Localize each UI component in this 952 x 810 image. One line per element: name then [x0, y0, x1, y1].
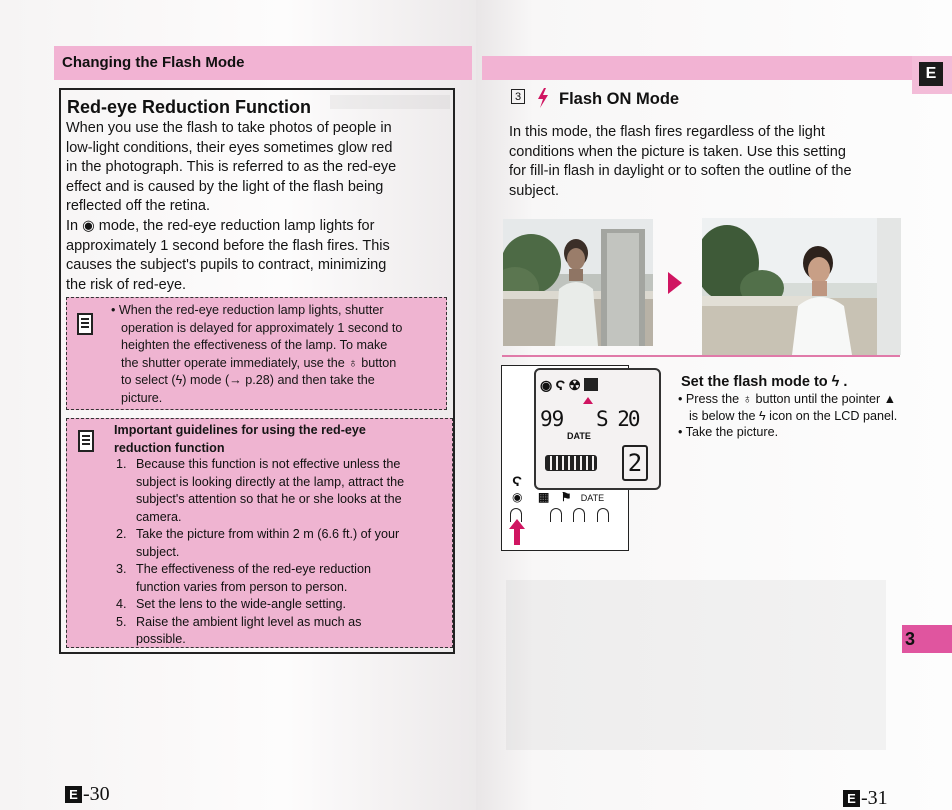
- list-item: [116, 614, 446, 649]
- item-line: subject is looking directly at the lamp, attract the: [136, 474, 405, 489]
- box-title: Red-eye Reduction Function: [67, 97, 312, 117]
- set-flash-heading: Set the flash mode to ϟ .: [681, 374, 848, 390]
- landscape-icon: [584, 378, 598, 391]
- red-eye-mark-icon: ◉: [512, 490, 523, 504]
- bottom-icons-row: [538, 490, 604, 504]
- note-title-line: Important guidelines for using the red-eye: [114, 423, 366, 437]
- flag-icon: ⚑: [560, 490, 572, 504]
- mode-title: Flash ON Mode: [559, 90, 680, 108]
- language-tab: E: [919, 62, 943, 86]
- section-divider: [502, 355, 900, 357]
- item-number: 3.: [116, 562, 127, 576]
- self-timer-icon: ▦: [538, 490, 550, 504]
- list-item: [116, 456, 446, 526]
- step-item: • Press the ♁ button until the pointer ▲ is below the ϟ icon on the LCD panel.: [678, 392, 898, 423]
- paragraph-line: When you use the flash to take photos of people in: [66, 120, 392, 136]
- paragraph-line: low-light conditions, their eyes sometimes glow red: [66, 139, 393, 156]
- item-line: subject.: [136, 544, 180, 559]
- flash-button-icon: Ϛ: [512, 473, 523, 489]
- guidelines-list: [116, 456, 446, 649]
- folio-number: -31: [861, 787, 888, 809]
- flash-on-intro: [509, 123, 899, 201]
- paragraph-line: reflected off the retina.: [66, 198, 211, 215]
- play-arrow-icon: [668, 272, 682, 294]
- paragraph-line: the risk of red-eye.: [66, 276, 187, 293]
- header-band-right: [482, 56, 912, 80]
- item-line: possible.: [136, 632, 186, 646]
- page-number-left: [65, 783, 110, 806]
- intro-line: for fill-in flash in daylight or to soften the outline of the: [509, 163, 852, 180]
- flash-icon: Ϛ: [555, 377, 569, 393]
- flash-icon: [536, 88, 550, 108]
- item-line: subject's attention so that he or she looks at the: [136, 492, 402, 506]
- list-item: [116, 526, 446, 561]
- item-line: Raise the ambient light level as much as: [136, 614, 362, 629]
- item-number: 1.: [116, 457, 127, 471]
- note-title-line: reduction function: [114, 440, 225, 455]
- photo-with-flash-image: [702, 218, 901, 355]
- chapter-tab: 3: [902, 625, 952, 653]
- note-shutter-delay-text: [111, 302, 443, 407]
- item-line: function varies from person to person.: [136, 579, 348, 594]
- set-flash-steps: [678, 391, 898, 441]
- note-line: heighten the effectiveness of the lamp. To make: [121, 338, 388, 352]
- paragraph-line: approximately 1 second before the flash fires. This: [66, 237, 390, 254]
- red-eye-icon: ◉: [540, 377, 556, 393]
- folio-letter: E: [65, 786, 82, 803]
- show-through-text: [506, 580, 886, 750]
- note-icon: [77, 313, 93, 335]
- page-number-right: [843, 787, 888, 810]
- bottom-date-label: DATE: [580, 493, 605, 503]
- flash-off-icon: ☢: [568, 377, 584, 393]
- item-number: 2.: [116, 527, 127, 541]
- item-number: 4.: [116, 597, 127, 611]
- camera-button-mode: [573, 508, 585, 522]
- item-line: The effectiveness of the red-eye reduction: [136, 562, 371, 576]
- camera-button-self-timer: [550, 508, 562, 522]
- lcd-left-digits: 99: [540, 407, 564, 431]
- lcd-battery-icon: [545, 455, 597, 471]
- note-line: to select (ϟ) mode (→ p.28) and then take the: [121, 373, 375, 387]
- paragraph-line: in the photograph. This is referred to as the red-eye: [66, 159, 397, 176]
- press-arrow-icon: [509, 519, 525, 545]
- red-eye-paragraph: [66, 119, 454, 295]
- note-line: operation is delayed for approximately 1 second to: [121, 320, 403, 335]
- item-line: Set the lens to the wide-angle setting.: [136, 597, 347, 611]
- photo-without-flash-image: [503, 219, 653, 346]
- intro-line: subject.: [509, 182, 559, 199]
- intro-line: conditions when the picture is taken. Use this setting: [509, 143, 846, 160]
- photo-with-flash: [702, 218, 901, 355]
- list-item: [116, 561, 446, 596]
- note-line: • When the red-eye reduction lamp lights, shutter: [111, 303, 384, 317]
- step-number: 3: [511, 89, 525, 104]
- lcd-date-label: DATE: [567, 431, 591, 441]
- camera-button-date: [597, 508, 609, 522]
- lcd-right-digits: S 20: [596, 407, 639, 431]
- lcd-pointer-icon: [583, 397, 593, 404]
- intro-line: In this mode, the flash fires regardless of the light: [509, 124, 825, 140]
- paragraph-line: causes the subject's pupils to contract, minimizing: [66, 257, 387, 274]
- item-line: Take the picture from within 2 m (6.6 ft.) of your: [136, 527, 400, 541]
- section-title: Changing the Flash Mode: [62, 54, 245, 71]
- step-item: • Take the picture.: [678, 425, 779, 439]
- paragraph-line: In ◉ mode, the red-eye reduction lamp lights for: [66, 217, 375, 234]
- item-line: camera.: [136, 509, 182, 524]
- note-icon: [78, 430, 94, 452]
- item-number: 5.: [116, 614, 127, 629]
- paragraph-line: effect and is caused by the light of the flash being: [66, 178, 384, 195]
- photo-without-flash: [503, 219, 653, 346]
- item-line: Because this function is not effective unless the: [136, 457, 401, 471]
- lcd-frame-counter: 2: [622, 445, 648, 481]
- folio-number: -30: [83, 783, 110, 805]
- folio-letter: E: [843, 790, 860, 807]
- note-guidelines-title: [114, 422, 444, 457]
- lcd-icon-row: [540, 377, 658, 395]
- note-line: picture.: [121, 390, 163, 405]
- note-line: the shutter operate immediately, use the ♁ button: [121, 355, 397, 370]
- list-item: [116, 596, 446, 614]
